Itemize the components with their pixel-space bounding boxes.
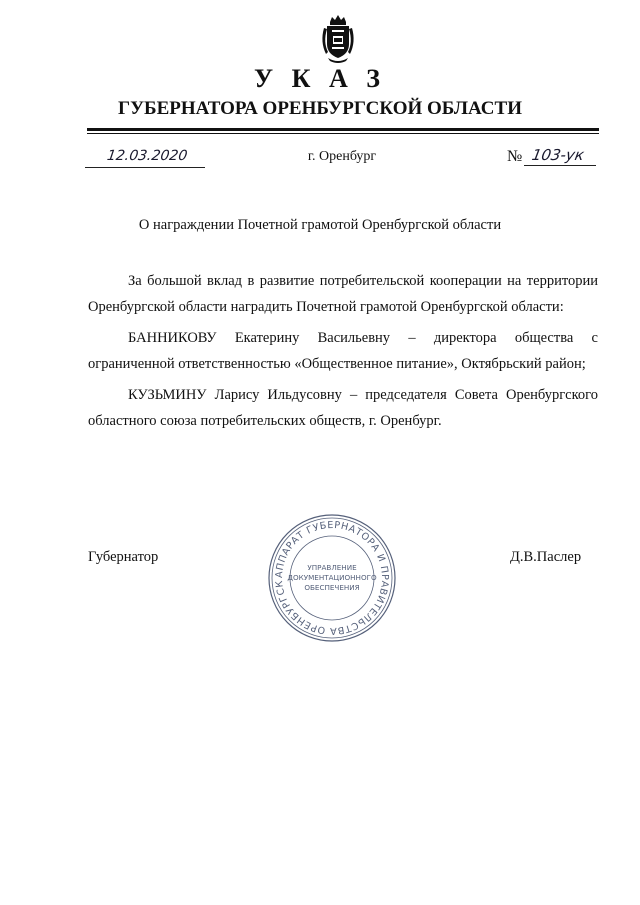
official-stamp [266, 512, 398, 644]
handwritten-date: 12.03.2020 [105, 148, 189, 164]
number-field [524, 146, 596, 168]
city: г. Оренбург [307, 149, 377, 164]
document-body [88, 268, 598, 434]
date-underline [85, 167, 205, 168]
number-label: № [507, 148, 523, 165]
stamp-line-1: УПРАВЛЕНИЕ [307, 563, 357, 572]
signatory-position: Губернатор [88, 549, 159, 565]
header-divider-thin [87, 133, 599, 134]
signatory-name: Д.В.Паслер [510, 549, 582, 565]
stamp-line-3: ОБЕСПЕЧЕНИЯ [304, 583, 360, 592]
document-type-title: У К А З [254, 64, 386, 93]
header-divider-thick [87, 128, 599, 131]
handwritten-number: 103-ук [530, 146, 586, 164]
body-paragraph-awardee-2: КУЗЬМИНУ Ларису Ильдусовну – председателя Совета Оренбургского областного союза потребительских обществ, г. Оренбург. [88, 387, 598, 429]
body-paragraph-intro: За большой вклад в развитие потребительской кооперации на территории Оренбургской области наградить Почетной грамотой Оренбургской области: [88, 273, 598, 315]
number-underline [524, 165, 596, 166]
issuer-title: ГУБЕРНАТОРА ОРЕНБУРГСКОЙ ОБЛАСТИ [118, 98, 522, 119]
stamp-line-2: ДОКУМЕНТАЦИОННОГО [287, 573, 377, 582]
stamp-ring-text: АППАРАТ ГУБЕРНАТОРА И ПРАВИТЕЛЬСТВА ОРЕНБУРГСК [273, 519, 391, 637]
body-paragraph-awardee-1: БАННИКОВУ Екатерину Васильевну – директора общества с ограниченной ответственностью «Общественное питание», Октябрьский район; [88, 330, 598, 372]
document-subject: О награждении Почетной грамотой Оренбургской области [138, 217, 502, 233]
orenburg-coat-of-arms-icon [318, 14, 358, 64]
